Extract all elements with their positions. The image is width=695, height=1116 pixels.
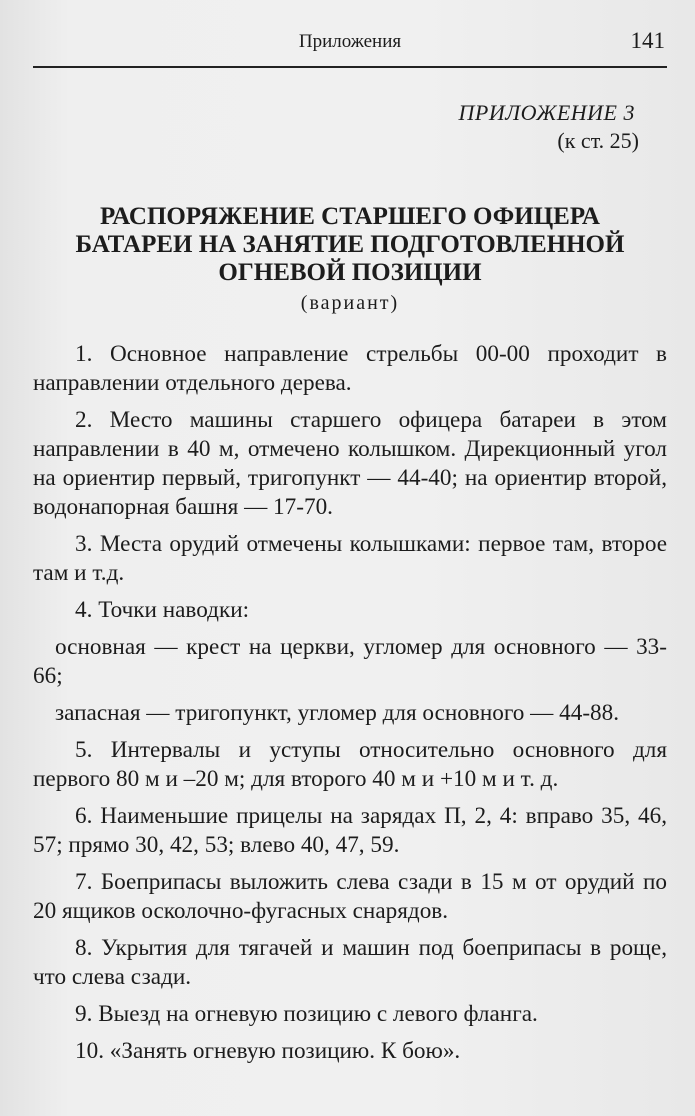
paragraph-item-9: 9. Выезд на огневую позицию с левого фланга. bbox=[75, 1001, 538, 1027]
paragraph-item-3: 3. Места орудий отмечены колышками: первое там, второе там и т.д. bbox=[33, 531, 667, 586]
paragraph-item-4: 4. Точки наводки: bbox=[75, 597, 250, 623]
document-body bbox=[33, 340, 667, 1066]
running-header bbox=[33, 28, 667, 68]
paragraph-item-1: 1. Основное направление стрельбы 00-00 проходит в направлении отдельного дерева. bbox=[33, 341, 667, 396]
paragraph-subitem-reserve: запасная — тригопункт, угломер для основного — 44-88. bbox=[55, 700, 620, 726]
paragraph-item-7: 7. Боеприпасы выложить слева сзади в 15 м от орудий по 20 ящиков осколочно-фугасных снарядов. bbox=[33, 869, 667, 924]
paragraph-item-8: 8. Укрытия для тягачей и машин под боеприпасы в роще, что слева сзади. bbox=[33, 935, 667, 990]
title-line: БАТАРЕИ НА ЗАНЯТИЕ ПОДГОТОВЛЕННОЙ bbox=[75, 231, 625, 258]
title-line: ОГНЕВОЙ ПОЗИЦИИ bbox=[218, 259, 482, 286]
appendix-label: ПРИЛОЖЕНИЕ 3 bbox=[458, 100, 635, 125]
appendix-block bbox=[458, 100, 639, 154]
running-title: Приложения bbox=[298, 31, 402, 52]
paragraph-item-5: 5. Интервалы и уступы относительно основного для первого 80 м и –20 м; для второго 40 м и +10 м и т. д. bbox=[33, 737, 667, 792]
paragraph-item-2: 2. Место машины старшего офицера батареи в этом направлении в 40 м, отмечено колышком. Дирекционный угол на ориентир первый, тригопункт — 44-40; на ориентир второй, водонапорная башня — 17-70. bbox=[33, 407, 667, 520]
paragraph-item-10: 10. «Занять огневую позицию. К бою». bbox=[75, 1038, 461, 1064]
appendix-reference: (к ст. 25) bbox=[557, 128, 639, 153]
page-number: 141 bbox=[630, 28, 665, 53]
paragraph-item-6: 6. Наименьшие прицелы на зарядах П, 2, 4: вправо 35, 46, 57; прямо 30, 42, 53; влево 40, 47, 59. bbox=[33, 803, 667, 858]
title-line: РАСПОРЯЖЕНИЕ СТАРШЕГО ОФИЦЕРА bbox=[100, 203, 600, 230]
document-title bbox=[33, 203, 667, 287]
paragraph-subitem-main: основная — крест на церкви, угломер для основного — 33-66; bbox=[33, 634, 667, 689]
document-subtitle: (вариант) bbox=[300, 292, 400, 314]
